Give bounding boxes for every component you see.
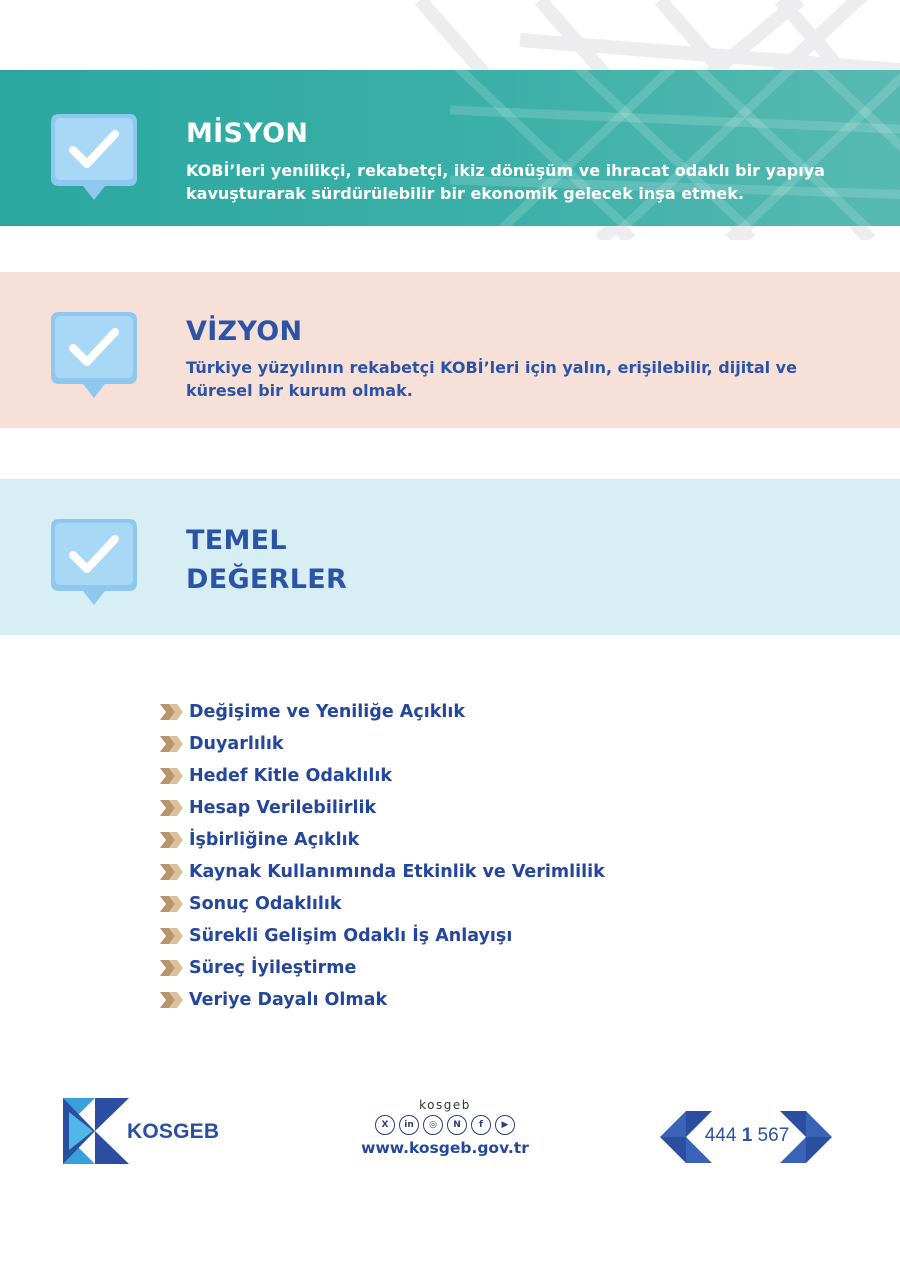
mission-text: KOBİ’leri yenilikçi, rekabetçi, ikiz dönüşüm ve ihracat odaklı bir yapıya kavuşturarak sürdürülebilir bir ekonomik gelecek inşa etmek. (186, 161, 825, 203)
double-chevron-icon (160, 704, 184, 720)
hotline-middle: 1 (741, 1125, 753, 1146)
list-item (160, 920, 605, 952)
values-title-line1: TEMEL (186, 525, 287, 556)
mission-section (0, 70, 900, 226)
list-item (160, 888, 605, 920)
value-label: Sürekli Gelişim Odaklı İş Anlayışı (189, 926, 513, 946)
double-chevron-icon (160, 832, 184, 848)
mission-title: MİSYON (186, 118, 309, 149)
website-link[interactable]: www.kosgeb.gov.tr (361, 1139, 529, 1157)
check-bubble-icon (51, 114, 137, 206)
list-item (160, 856, 605, 888)
value-label: Hedef Kitle Odaklılık (189, 766, 392, 786)
x-icon[interactable]: X (375, 1115, 395, 1135)
double-chevron-icon (160, 768, 184, 784)
list-item (160, 696, 605, 728)
list-item (160, 824, 605, 856)
values-section (0, 479, 900, 635)
values-title-line2: DEĞERLER (186, 564, 348, 595)
vision-title: VİZYON (186, 316, 303, 347)
value-label: Sonuç Odaklılık (189, 894, 342, 914)
nsosyal-icon[interactable]: N (447, 1115, 467, 1135)
double-chevron-icon (160, 864, 184, 880)
values-list (160, 696, 605, 1016)
value-label: Veriye Dayalı Olmak (189, 990, 388, 1010)
social-block (360, 1098, 530, 1157)
double-chevron-icon (160, 896, 184, 912)
list-item (160, 984, 605, 1016)
brand-name: KOSGEB (127, 1120, 220, 1143)
double-chevron-icon (160, 736, 184, 752)
list-item (160, 952, 605, 984)
values-title (186, 521, 486, 599)
hotline-suffix: 567 (752, 1125, 790, 1146)
value-label: Hesap Verilebilirlik (189, 798, 377, 818)
instagram-icon[interactable]: ◎ (423, 1115, 443, 1135)
value-label: Değişime ve Yeniliğe Açıklık (189, 702, 465, 722)
social-handle: kosgeb (419, 1098, 471, 1112)
hotline-number[interactable] (702, 1125, 792, 1147)
value-label: Kaynak Kullanımında Etkinlik ve Verimlilik (189, 862, 605, 882)
linkedin-icon[interactable]: in (399, 1115, 419, 1135)
double-chevron-icon (160, 800, 184, 816)
double-chevron-icon (160, 928, 184, 944)
check-bubble-icon (51, 312, 137, 404)
value-label: İşbirliğine Açıklık (189, 830, 360, 850)
vision-section (0, 272, 900, 428)
list-item (160, 728, 605, 760)
list-item (160, 760, 605, 792)
value-label: Süreç İyileştirme (189, 958, 357, 978)
value-label: Duyarlılık (189, 734, 284, 754)
check-bubble-icon (51, 519, 137, 611)
vision-text: Türkiye yüzyılının rekabetçi KOBİ’leri için yalın, erişilebilir, dijital ve küresel bir kurum olmak. (186, 358, 797, 400)
double-chevron-icon (160, 992, 184, 1008)
double-chevron-icon (160, 960, 184, 976)
list-item (160, 792, 605, 824)
youtube-icon[interactable]: ▶ (495, 1115, 515, 1135)
hotline-prefix: 444 (704, 1125, 742, 1146)
facebook-icon[interactable]: f (471, 1115, 491, 1135)
social-icons (360, 1115, 530, 1135)
